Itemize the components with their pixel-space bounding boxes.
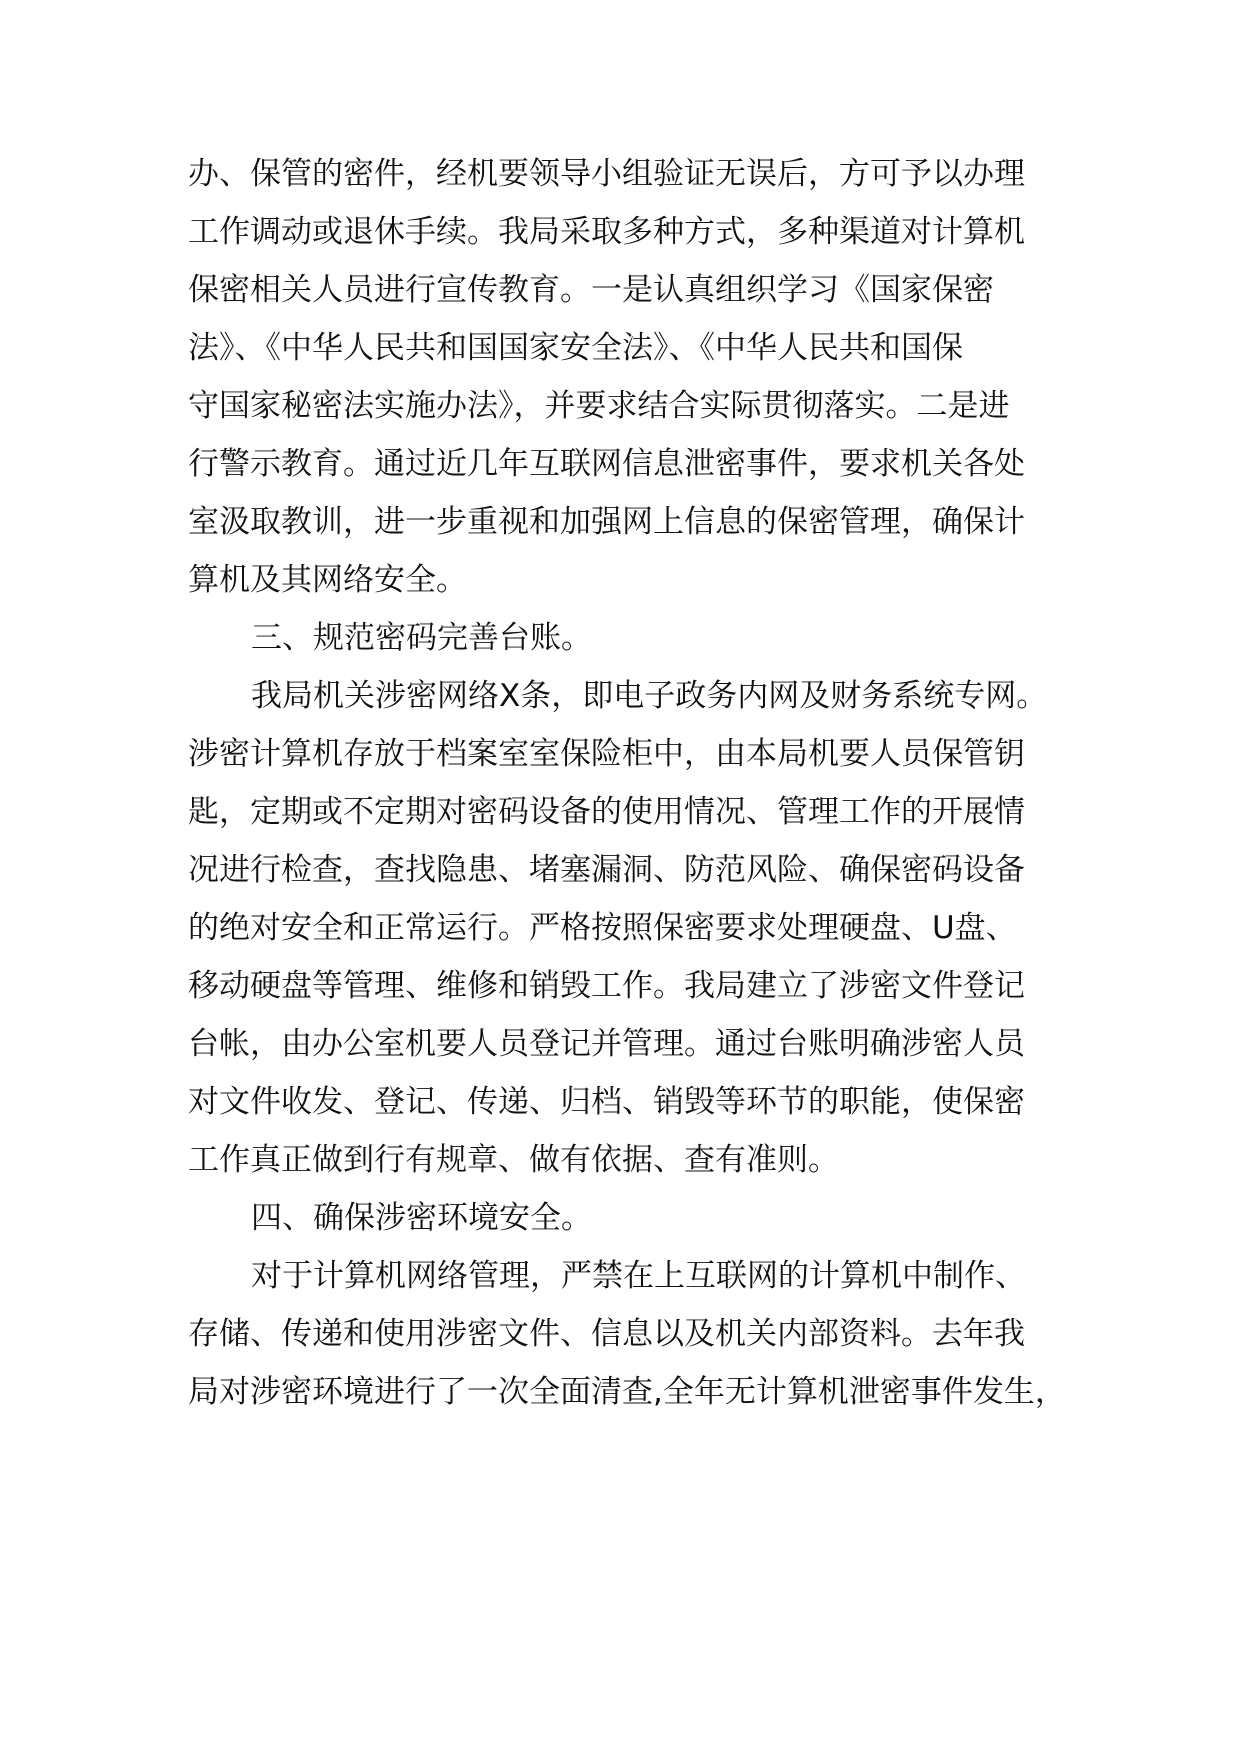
- text-line: 况进行检查，查找隐患、堵塞漏洞、防范风险、确保密码设备: [188, 852, 1025, 888]
- text-line: 对于计算机网络管理，严禁在上互联网的计算机中制作、: [251, 1258, 1026, 1294]
- text-line: 工作调动或退休手续。我局采取多种方式，多种渠道对计算机: [188, 214, 1025, 250]
- text-line: 工作真正做到行有规章、做有依据、查有准则。: [188, 1142, 839, 1178]
- text-line: 办、保管的密件，经机要领导小组验证无误后，方可予以办理: [188, 156, 1025, 192]
- text-line: 的绝对安全和正常运行。严格按照保密要求处理硬盘、U盘、: [188, 910, 1017, 946]
- text-line: 台帐，由办公室机要人员登记并管理。通过台账明确涉密人员: [188, 1026, 1025, 1062]
- text-line: 行警示教育。通过近几年互联网信息泄密事件，要求机关各处: [188, 446, 1025, 482]
- text-line: 保密相关人员进行宣传教育。一是认真组织学习《国家保密: [188, 272, 994, 308]
- text-line: 存储、传递和使用涉密文件、信息以及机关内部资料。去年我: [188, 1316, 1025, 1352]
- section-heading: 四、确保涉密环境安全。: [251, 1200, 592, 1236]
- text-line: 算机及其网络安全。: [188, 562, 467, 598]
- text-line: 对文件收发、登记、传递、归档、销毁等环节的职能，使保密: [188, 1084, 1025, 1120]
- text-line: 局对涉密环境进行了一次全面清查,全年无计算机泄密事件发生，: [188, 1374, 1066, 1410]
- text-line: 移动硬盘等管理、维修和销毁工作。我局建立了涉密文件登记: [188, 968, 1025, 1004]
- text-line: 匙，定期或不定期对密码设备的使用情况、管理工作的开展情: [188, 794, 1025, 830]
- text-line: 我局机关涉密网络X条，即电子政务内网及财务系统专网。: [251, 678, 1048, 714]
- text-line: 涉密计算机存放于档案室室保险柜中，由本局机要人员保管钥: [188, 736, 1025, 772]
- text-line: 守国家秘密法实施办法》，并要求结合实际贯彻落实。二是进: [188, 388, 1010, 424]
- text-line: 法》、《中华人民共和国国家安全法》、《中华人民共和国保: [188, 330, 963, 366]
- section-heading: 三、规范密码完善台账。: [251, 620, 592, 656]
- text-line: 室汲取教训，进一步重视和加强网上信息的保密管理，确保计: [188, 504, 1025, 540]
